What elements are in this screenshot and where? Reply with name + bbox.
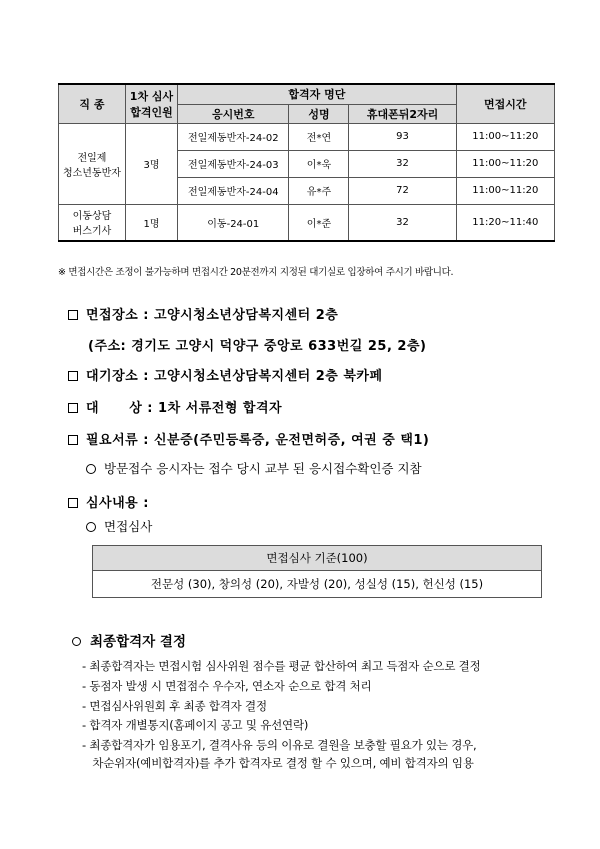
visit-note-text: 방문접수 응시자는 접수 당시 교부 된 응시접수확인증 지참 [104,461,422,476]
review-section [68,492,149,511]
review-item-text: 면접심사 [104,519,153,534]
name-cell: 유*주 [289,177,349,204]
header-list-title: 합격자 명단 [178,84,457,104]
job-cell [59,123,126,204]
criteria-items: 전문성 (30), 창의성 (20), 자발성 (20), 성실성 (15), 헌신성 (15) [93,571,542,598]
checkbox-bullet-icon [68,371,78,381]
table-row [59,123,555,150]
phone-cell: 72 [349,177,456,204]
final-title-text: 최종합격자 결정 [90,634,186,650]
circle-bullet-icon [86,464,96,474]
header-first-pass-line2: 합격인원 [130,105,173,119]
header-first-pass-line1: 1차 심사 [129,89,174,103]
header-interview-time: 면접시간 [456,84,554,123]
time-cell: 11:00~11:20 [456,123,554,150]
waiting-section [68,365,383,384]
interview-time-note: ※ 면접시간은 조정이 불가능하며 면접시간 20분전까지 지정된 대기실로 입장하여 주시기 바랍니다. [58,267,454,278]
name-cell: 이*욱 [289,150,349,177]
final-section-title [72,630,186,650]
phone-cell: 32 [349,204,456,241]
checkbox-bullet-icon [68,435,78,445]
circle-bullet-icon [86,522,96,532]
job-line2: 버스기사 [72,226,112,238]
address-line: (주소: 경기도 고양시 덕양구 중앙로 633번길 25, 2층) [88,339,427,354]
header-job: 직 종 [59,84,126,123]
phone-cell: 93 [349,123,456,150]
phone-cell: 32 [349,150,456,177]
job-line2: 청소년동반자 [62,167,121,179]
target-text: 대 상 : 1차 서류전형 합격자 [86,401,283,416]
target-section [68,397,282,416]
header-name: 성명 [289,104,349,123]
exam-no-cell: 전일제동반자-24-04 [178,177,289,204]
waiting-text: 대기장소 : 고양시청소년상담복지센터 2층 북카페 [86,369,383,384]
documents-text: 필요서류 : 신분증(주민등록증, 운전면허증, 여권 중 택1) [86,433,430,448]
header-exam-no: 응시번호 [178,104,289,123]
header-first-pass [125,84,177,123]
job-line1: 전일제 [77,152,107,164]
name-cell: 전*연 [289,123,349,150]
time-cell: 11:00~11:20 [456,177,554,204]
count-cell: 1명 [125,204,177,241]
review-item [86,517,152,535]
final-line: - 동점자 발생 시 면접점수 우수자, 연소자 순으로 합격 처리 [82,679,372,693]
time-cell: 11:00~11:20 [456,150,554,177]
table-row [59,204,555,241]
checkbox-bullet-icon [68,310,78,320]
venue-section [68,304,338,323]
time-cell: 11:20~11:40 [456,204,554,241]
header-phone: 휴대폰뒤2자리 [349,104,456,123]
checkbox-bullet-icon [68,403,78,413]
final-line: 차순위자(예비합격자)를 추가 합격자로 결정 할 수 있으며, 예비 합격자의 임용 [82,756,474,770]
exam-no-cell: 전일제동반자-24-02 [178,123,289,150]
checkbox-bullet-icon [68,498,78,508]
final-line: - 최종합격자는 면접시험 심사위원 점수를 평균 합산하여 최고 득점자 순으로 결정 [82,659,481,673]
name-cell: 이*준 [289,204,349,241]
circle-bullet-icon [72,637,81,646]
documents-section [68,429,429,448]
criteria-table [92,545,542,598]
exam-no-cell: 전일제동반자-24-03 [178,150,289,177]
review-title-text: 심사내용 : [86,496,149,511]
job-cell [59,204,126,241]
exam-no-cell: 이동-24-01 [178,204,289,241]
venue-text: 면접장소 : 고양시청소년상담복지센터 2층 [86,308,339,323]
final-line: - 면접심사위원회 후 최종 합격자 결정 [82,699,267,713]
visit-note [86,459,422,477]
job-line1: 이동상담 [72,211,112,223]
applicant-table [58,83,555,242]
criteria-title: 면접심사 기준(100) [93,546,542,571]
count-cell: 3명 [125,123,177,204]
final-line: - 최종합격자가 임용포기, 결격사유 등의 이유로 결원을 보충할 필요가 있는 경우, [82,738,477,752]
final-line: - 합격자 개별통지(홈페이지 공고 및 유선연락) [82,718,309,732]
